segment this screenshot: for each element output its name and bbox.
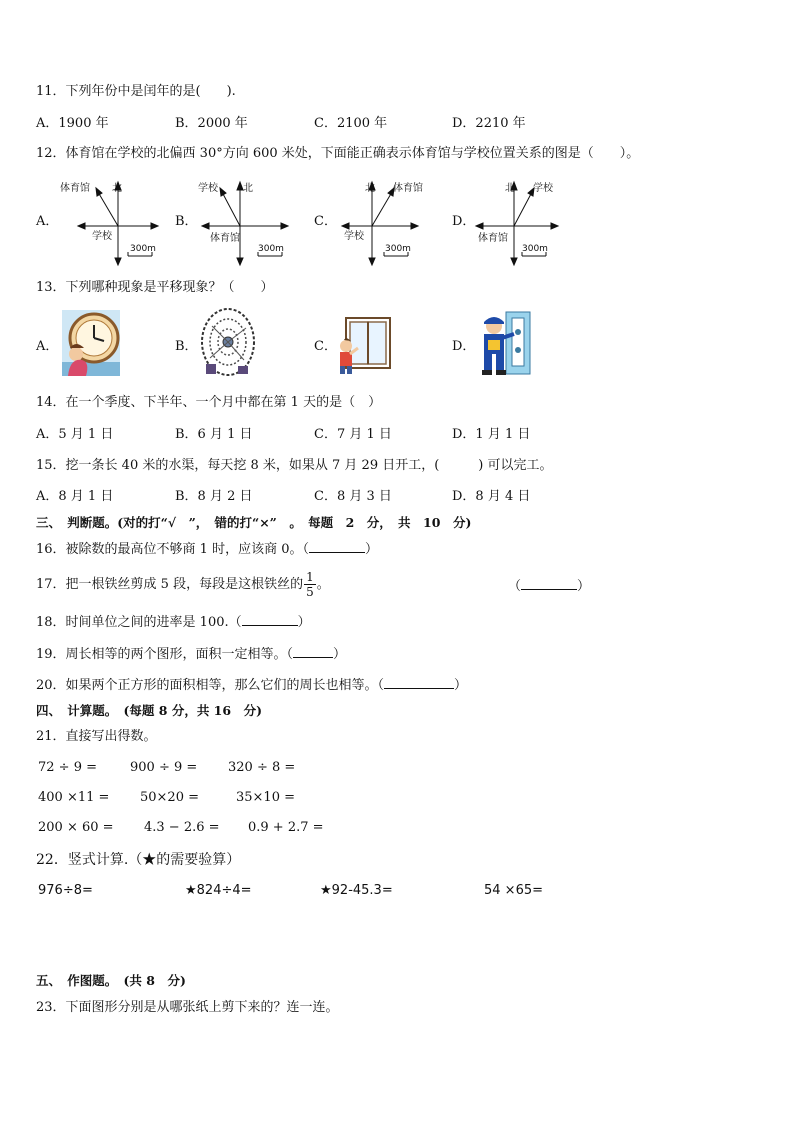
q19-line	[36, 645, 346, 664]
q20-line	[36, 676, 467, 695]
q22-item-3: ★92-45.3=	[320, 883, 393, 898]
q11-stem: 11．下列年份中是闰年的是( ).	[36, 84, 236, 99]
q22-stem: 22．竖式计算.（★的需要验算）	[36, 852, 241, 868]
section-3-heading: 三、 判断题。(对的打“√ ”， 错的打“×” 。 每题 2 分， 共 10 分)	[36, 515, 472, 530]
q22-item-1: 976÷8=	[38, 883, 93, 898]
q14-option-d[interactable]: D．1 月 1 日	[452, 427, 531, 442]
q17-fraction: $\frac{1}{5}$	[306, 570, 314, 599]
q16-close: ）	[364, 542, 378, 557]
q12-stem: 12．体育馆在学校的北偏西 30°方向 600 米处，下面能正确表示体育馆与学校位置关系的图是（ ）。	[36, 146, 640, 161]
section-5-heading: 五、 作图题。 (共 8 分)	[36, 973, 186, 988]
q12-d-north-label: 北	[505, 183, 515, 194]
q12-a-scale: 300m	[130, 244, 156, 254]
q12-a-gym-label: 体育馆	[60, 183, 90, 194]
q12-c-north-label: 北	[365, 183, 375, 194]
q19-answer-blank[interactable]	[293, 645, 333, 658]
q12-letter-b[interactable]: B．	[175, 214, 198, 229]
q21-r3-c2: 4.3 − 2.6 =	[144, 820, 220, 835]
q14-stem: 14．在一个季度、下半年、一个月中都在第 1 天的是（ ）	[36, 395, 382, 410]
q12-a-school-label: 学校	[92, 231, 112, 242]
q14-option-c[interactable]: C．7 月 1 日	[314, 427, 392, 442]
q12-letter-c[interactable]: C．	[314, 214, 337, 229]
q23-stem: 23．下面图形分别是从哪张纸上剪下来的？连一连。	[36, 1000, 339, 1015]
section-4-heading: 四、 计算题。 (每题 8 分，共 16 分)	[36, 703, 262, 718]
q11-option-d[interactable]: D．2210 年	[452, 116, 526, 131]
q13-letter-c[interactable]: C．	[314, 339, 337, 354]
q11-option-b[interactable]: B．2000 年	[175, 116, 248, 131]
q11-option-c[interactable]: C．2100 年	[314, 116, 388, 131]
q21-r3-c3: 0.9 + 2.7 =	[248, 820, 324, 835]
q12-d-gym-label: 体育馆	[478, 233, 508, 244]
q17-end: 。	[316, 577, 330, 592]
q20-text: 20．如果两个正方形的面积相等，那么它们的周长也相等。（	[36, 678, 385, 693]
q21-r1-c1: 72 ÷ 9 =	[38, 760, 97, 775]
q20-close: ）	[454, 678, 468, 693]
switch-pressing-picture	[476, 310, 534, 376]
q17-answer-blank[interactable]	[521, 577, 577, 590]
q12-b-gym-label: 体育馆	[210, 233, 240, 244]
q13-stem: 13．下列哪种现象是平移现象？（ ）	[36, 280, 274, 295]
q13-letter-d[interactable]: D．	[452, 339, 476, 354]
q12-a-north-label: 北	[112, 183, 122, 194]
q14-option-a[interactable]: A．5 月 1 日	[36, 427, 114, 442]
q13-letter-b[interactable]: B．	[175, 339, 198, 354]
q15-option-a[interactable]: A．8 月 1 日	[36, 489, 114, 504]
q12-c-scale: 300m	[385, 244, 411, 254]
q21-r2-c1: 400 ×11 =	[38, 790, 110, 805]
q12-b-scale: 300m	[258, 244, 284, 254]
q21-r2-c2: 50×20 =	[140, 790, 200, 805]
window-sliding-picture	[336, 316, 392, 374]
q15-stem: 15．挖一条长 40 米的水渠，每天挖 8 米，如果从 7 月 29 日开工，( ) 可以完工。	[36, 458, 553, 473]
q13-letter-a[interactable]: A．	[36, 339, 59, 354]
q21-r1-c2: 900 ÷ 9 =	[130, 760, 198, 775]
q17-answer: （ ）	[508, 579, 591, 594]
q16-line	[36, 540, 378, 559]
q21-r2-c3: 35×10 =	[236, 790, 296, 805]
q21-stem: 21．直接写出得数。	[36, 729, 157, 744]
q12-letter-d[interactable]: D．	[452, 214, 476, 229]
q18-close: ）	[297, 615, 311, 630]
q19-close: ）	[333, 647, 347, 662]
q15-option-b[interactable]: B．8 月 2 日	[175, 489, 253, 504]
q20-answer-blank[interactable]	[384, 676, 454, 689]
q12-c-school-label: 学校	[344, 231, 364, 242]
q12-b-school-label: 学校	[198, 183, 218, 194]
q12-letter-a[interactable]: A．	[36, 214, 59, 229]
q12-d-school-label: 学校	[533, 183, 553, 194]
clock-turning-picture	[62, 310, 120, 376]
q17-text: 17．把一根铁丝剪成 5 段，每段是这根铁丝的	[36, 577, 304, 592]
q19-text: 19．周长相等的两个图形，面积一定相等。（	[36, 647, 294, 662]
q21-r1-c3: 320 ÷ 8 =	[228, 760, 296, 775]
q12-c-gym-label: 体育馆	[393, 183, 423, 194]
q12-d-scale: 300m	[522, 244, 548, 254]
q18-text: 18．时间单位之间的进率是 100.（	[36, 615, 242, 630]
q15-option-c[interactable]: C．8 月 3 日	[314, 489, 392, 504]
q18-answer-blank[interactable]	[242, 613, 298, 626]
q22-item-2: ★824÷4=	[185, 883, 252, 898]
q11-option-a[interactable]: A．1900 年	[36, 116, 109, 131]
q16-answer-blank[interactable]	[309, 540, 365, 553]
q12-b-north-label: 北	[243, 183, 253, 194]
q14-option-b[interactable]: B．6 月 1 日	[175, 427, 253, 442]
q21-r3-c1: 200 × 60 =	[38, 820, 114, 835]
q16-text: 16．被除数的最高位不够商 1 时，应该商 0。（	[36, 542, 309, 557]
q18-line	[36, 613, 311, 632]
q22-item-4: 54 ×65=	[484, 883, 544, 898]
fan-spinning-picture	[200, 306, 256, 378]
q17-line	[36, 568, 330, 602]
q15-option-d[interactable]: D．8 月 4 日	[452, 489, 531, 504]
